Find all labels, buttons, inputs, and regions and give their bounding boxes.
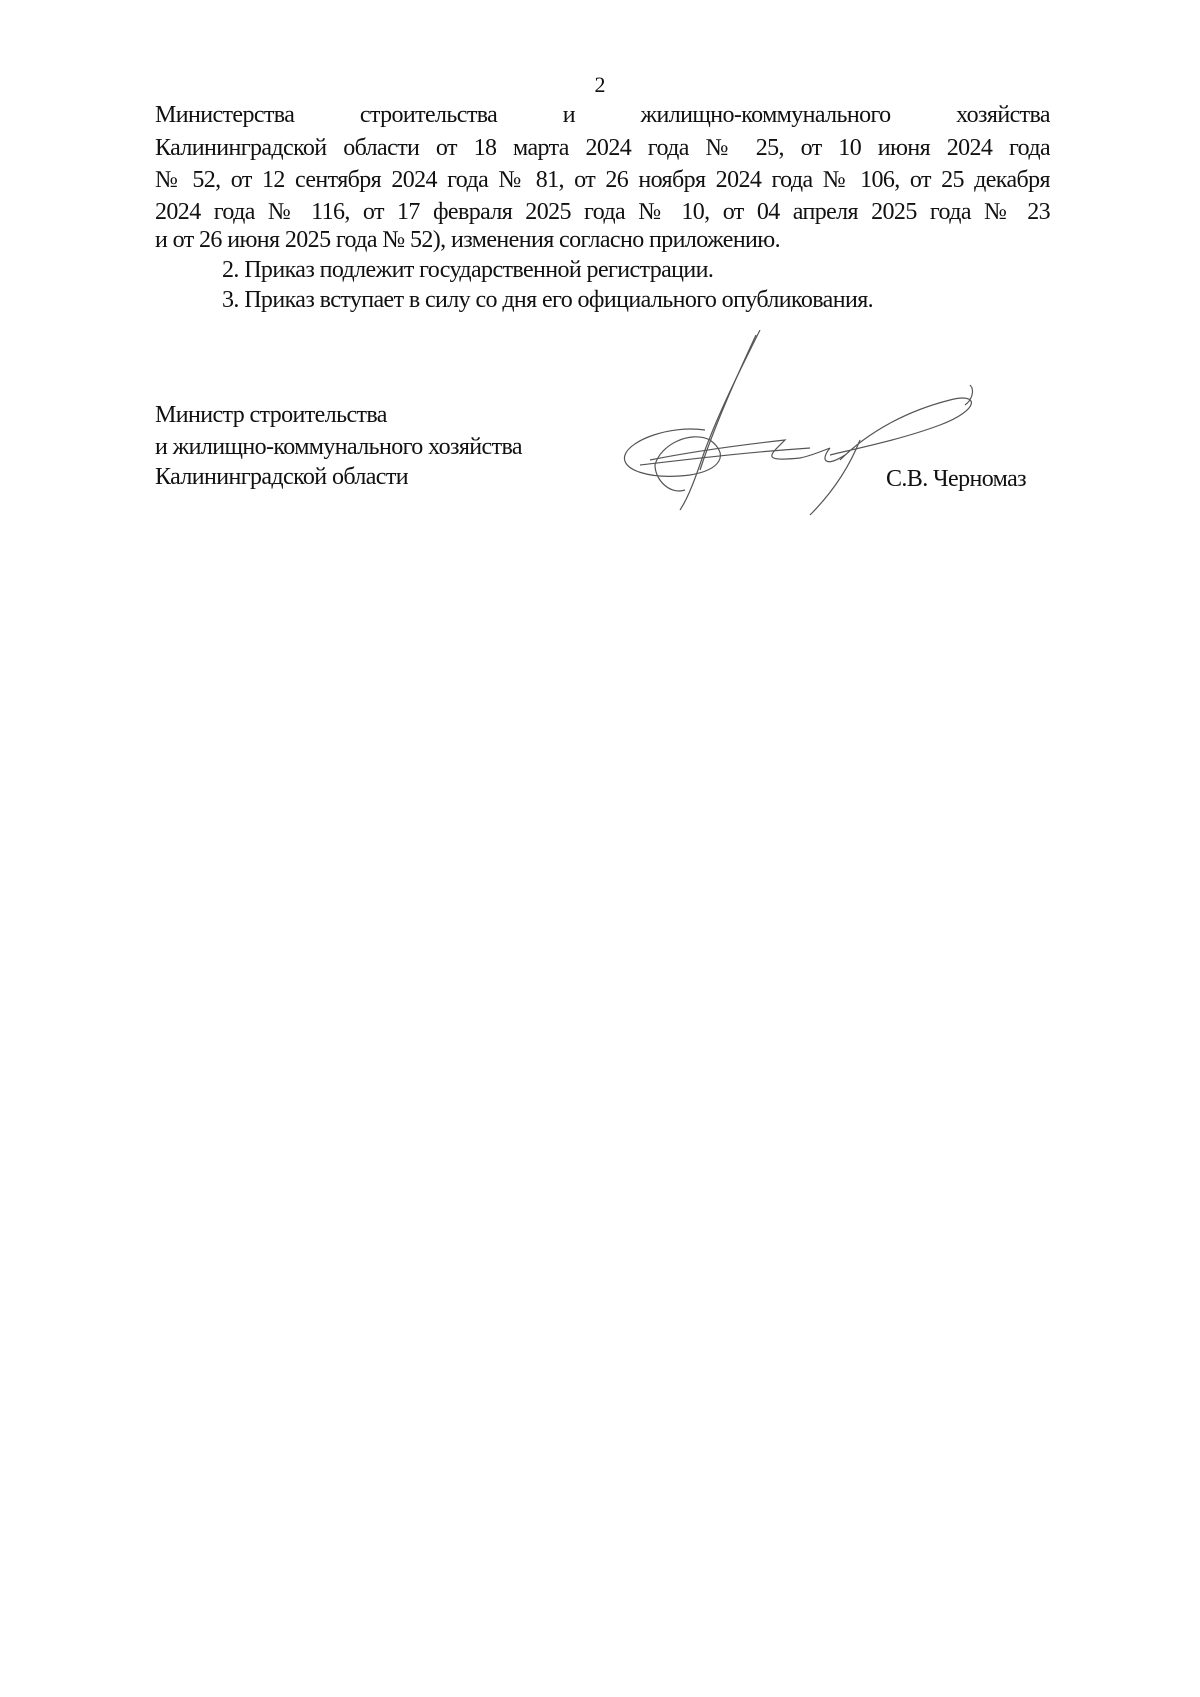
signatory-name: С.В. Черномаз [886, 466, 1027, 492]
clause-2: 2. Приказ подлежит государственной регистрации. [222, 257, 714, 283]
signatory-title-line: Министр строительства [155, 402, 387, 428]
page-number: 2 [594, 72, 606, 97]
signatory-title-line: Калининградской области [155, 464, 408, 490]
body-line: Калининградской области от 18 марта 2024 года № 25, от 10 июня 2024 года [155, 135, 1050, 161]
signatory-title-line: и жилищно-коммунального хозяйства [155, 434, 522, 460]
clause-3: 3. Приказ вступает в силу со дня его официального опубликования. [222, 287, 874, 313]
body-line: 2024 года № 116, от 17 февраля 2025 года № 10, от 04 апреля 2025 года № 23 [155, 199, 1050, 225]
body-line: и от 26 июня 2025 года № 52), изменения согласно приложению. [155, 227, 781, 253]
body-line: № 52, от 12 сентября 2024 года № 81, от 26 ноября 2024 года № 106, от 25 декабря [155, 167, 1050, 193]
body-line: Министерства строительства и жилищно-коммунального хозяйства [155, 102, 1050, 128]
